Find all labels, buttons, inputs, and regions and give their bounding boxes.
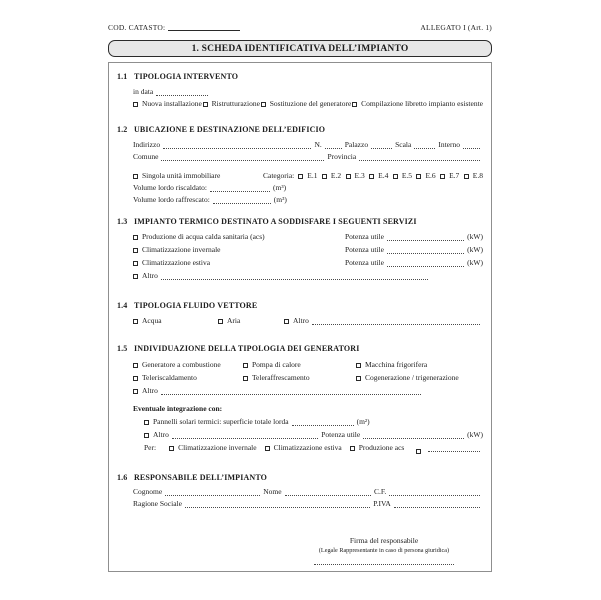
option-e8 <box>464 170 483 182</box>
checkbox-cogenerazione[interactable] <box>356 376 361 381</box>
categoria-options <box>298 170 483 182</box>
ragione-sociale-blank <box>185 507 370 508</box>
interno-blank <box>463 148 480 149</box>
option-e1 <box>298 170 317 182</box>
indirizzo-blank <box>163 148 311 149</box>
checkbox-nuova-installazione[interactable] <box>133 102 138 107</box>
option-cogenerazione <box>356 372 459 384</box>
option-per-invernale <box>169 442 257 454</box>
option-e5 <box>393 170 412 182</box>
option-per-estiva <box>265 442 342 454</box>
option-label: Altro <box>153 430 169 439</box>
checkbox-per-acs[interactable] <box>350 446 355 451</box>
option-per-acs <box>350 442 405 454</box>
section-title: INDIVIDUAZIONE DELLA TIPOLOGIA DEI GENERATORI <box>134 344 360 353</box>
checkbox-singola-unita[interactable] <box>133 174 138 179</box>
kw-unit-label: (kW) <box>467 430 483 439</box>
servizio-acs-row <box>133 231 483 243</box>
potenza-utile-label: Potenza utile <box>345 245 384 254</box>
interno-label: Interno <box>438 140 460 149</box>
option-label: Pannelli solari termici: superficie totale lorda <box>153 417 289 426</box>
option-generatore-combustione <box>133 359 243 371</box>
m3-unit-label: (m³) <box>273 195 287 204</box>
checkbox-pompa-calore[interactable] <box>243 363 248 368</box>
option-label: E.6 <box>425 171 436 180</box>
checkbox-acqua[interactable] <box>133 319 138 324</box>
indirizzo-label: Indirizzo <box>133 140 161 149</box>
section-number: 1.6 <box>117 473 128 482</box>
option-label: Sostituzione del generatore <box>269 99 352 108</box>
checkbox-compilazione-libretto[interactable] <box>352 102 357 107</box>
option-label: Altro <box>142 271 158 280</box>
checkbox-pannelli-solari[interactable] <box>144 420 149 425</box>
option-label: Climatizzazione invernale <box>178 443 257 452</box>
ragione-sociale-row <box>133 498 483 510</box>
checkbox-altro-fluido[interactable] <box>284 319 289 324</box>
checkbox-macchina-frigorifera[interactable] <box>356 363 361 368</box>
option-ristrutturazione <box>203 98 260 110</box>
altro-servizio-blank <box>161 279 428 280</box>
option-label: E.3 <box>354 171 365 180</box>
option-label: Climatizzazione estiva <box>273 443 342 452</box>
checkbox-produzione-acs[interactable] <box>133 235 138 240</box>
provincia-label: Provincia <box>327 152 357 161</box>
checkbox-generatore-combustione[interactable] <box>133 363 138 368</box>
kw-unit-label: (kW) <box>467 258 483 267</box>
servizio-altro-row <box>133 270 483 282</box>
section-number: 1.3 <box>117 217 128 226</box>
option-label: Teleraffrescamento <box>252 373 310 382</box>
checkbox-teleriscaldamento[interactable] <box>133 376 138 381</box>
option-label: Produzione di acqua calda sanitaria (acs) <box>142 232 265 241</box>
potenza-utile-label: Potenza utile <box>345 258 384 267</box>
ragione-sociale-label: Ragione Sociale <box>133 499 182 508</box>
cf-blank <box>389 495 480 496</box>
servizio-estiva-row <box>133 257 483 269</box>
option-singola-unita <box>133 170 263 182</box>
checkbox-per-invernale[interactable] <box>169 446 174 451</box>
piva-blank <box>394 507 480 508</box>
numero-label: N. <box>314 140 322 149</box>
per-row <box>144 442 483 454</box>
section-1-3-heading <box>117 216 483 228</box>
palazzo-label: Palazzo <box>344 140 369 149</box>
option-e2 <box>322 170 341 182</box>
nome-blank <box>285 495 371 496</box>
option-pompa-calore <box>243 359 356 371</box>
kw-unit-label: (kW) <box>467 245 483 254</box>
categoria-label: Categoria: <box>263 171 295 180</box>
option-label: Pompa di calore <box>252 360 301 369</box>
option-produzione-acs <box>133 231 345 243</box>
in-data-row <box>133 86 483 98</box>
option-compilazione-libretto <box>352 98 483 110</box>
section-1-5-heading <box>117 343 483 355</box>
section-title: TIPOLOGIA FLUIDO VETTORE <box>134 301 258 310</box>
altro-fluido-blank <box>312 324 480 325</box>
integrazione-heading <box>133 403 483 415</box>
checkbox-e7[interactable] <box>440 174 445 179</box>
pannelli-solari-row <box>144 416 483 428</box>
form-body <box>108 62 492 572</box>
option-altro-servizio <box>133 270 158 282</box>
altro-integrazione-blank <box>172 438 318 439</box>
nome-label: Nome <box>263 487 282 496</box>
option-climatizzazione-invernale <box>133 244 345 256</box>
checkbox-e3[interactable] <box>346 174 351 179</box>
section-number: 1.1 <box>117 72 128 81</box>
option-label: Macchina frigorifera <box>365 360 428 369</box>
scala-blank <box>414 148 435 149</box>
altro-generatore-blank <box>161 394 421 395</box>
section-title: UBICAZIONE E DESTINAZIONE DELL’EDIFICIO <box>134 125 326 134</box>
potenza-blank <box>387 240 464 241</box>
section-title: IMPIANTO TERMICO DESTINATO A SODDISFARE I SEGUENTI SERVIZI <box>134 217 417 226</box>
cognome-row <box>133 486 483 498</box>
form-title: 1. SCHEDA IDENTIFICATIVA DELL’IMPIANTO <box>191 43 409 54</box>
volume-riscaldato-row <box>133 182 483 194</box>
integrazione-altro-row <box>144 429 483 441</box>
checkbox-climatizzazione-invernale[interactable] <box>133 248 138 253</box>
potenza-utile-label: Potenza utile <box>345 232 384 241</box>
generatori-row-1 <box>133 359 483 371</box>
generatori-altro-row <box>133 385 483 397</box>
m2-unit-label: (m²) <box>356 417 370 426</box>
comune-row <box>133 151 483 163</box>
signature-block <box>289 536 479 565</box>
numero-blank <box>325 148 342 149</box>
option-altro-fluido <box>284 315 309 327</box>
option-label: Cogenerazione / trigenerazione <box>365 373 459 382</box>
option-nuova-installazione <box>133 98 202 110</box>
option-label: Altro <box>142 386 158 395</box>
in-data-blank <box>156 95 208 96</box>
form-title-box <box>108 40 492 57</box>
volume-riscaldato-label: Volume lordo riscaldato: <box>133 183 208 192</box>
volume-raffrescato-row <box>133 194 483 206</box>
per-label: Per: <box>144 443 157 452</box>
checkbox-per-altro[interactable] <box>416 449 421 454</box>
checkbox-e8[interactable] <box>464 174 469 179</box>
section-1-4-heading <box>117 300 483 312</box>
checkbox-teleraffrescamento[interactable] <box>243 376 248 381</box>
palazzo-blank <box>371 148 392 149</box>
section-title: RESPONSABILE DELL’IMPIANTO <box>134 473 268 482</box>
checkbox-e2[interactable] <box>322 174 327 179</box>
section-number: 1.2 <box>117 125 128 134</box>
option-climatizzazione-estiva <box>133 257 345 269</box>
option-altro-integrazione <box>144 429 169 441</box>
potenza-utile-label: Potenza utile <box>321 430 361 439</box>
indirizzo-row <box>133 139 483 151</box>
option-label: Produzione acs <box>358 443 405 452</box>
categoria-row <box>133 170 483 182</box>
option-label: Singola unità immobiliare <box>142 171 221 180</box>
section-1-1-heading <box>117 71 483 83</box>
checkbox-e5[interactable] <box>393 174 398 179</box>
option-sostituzione-generatore <box>261 98 352 110</box>
allegato-label: ALLEGATO I (Art. 1) <box>420 23 492 32</box>
intervento-options-row <box>133 98 483 110</box>
option-label: Altro <box>293 316 309 325</box>
option-label: Generatore a combustione <box>142 360 221 369</box>
servizio-invernale-row <box>133 244 483 256</box>
volume-raffrescato-label: Volume lordo raffrescato: <box>133 195 210 204</box>
option-altro-generatore <box>133 385 158 397</box>
section-1-2-heading <box>117 124 483 136</box>
option-label: E.7 <box>449 171 460 180</box>
option-acqua <box>133 315 218 327</box>
checkbox-sostituzione-generatore[interactable] <box>261 102 266 107</box>
volume-riscaldato-blank <box>210 191 270 192</box>
checkbox-climatizzazione-estiva[interactable] <box>133 261 138 266</box>
potenza-blank <box>387 253 464 254</box>
cod-catasto-blank <box>168 24 240 31</box>
option-label: E.5 <box>401 171 413 180</box>
signature-subtitle: (Legale Rappresentante in caso di persona giuridica) <box>318 547 450 554</box>
signature-title: Firma del responsabile <box>349 536 419 545</box>
cod-catasto-field <box>108 23 240 32</box>
option-label: Nuova installazione <box>142 99 202 108</box>
integrazione-title: Eventuale integrazione con: <box>133 404 223 413</box>
option-pannelli-solari <box>144 416 289 428</box>
comune-blank <box>161 160 324 161</box>
option-e4 <box>369 170 388 182</box>
cod-catasto-label: COD. CATASTO: <box>108 23 166 32</box>
section-number: 1.4 <box>117 301 128 310</box>
piva-label: P.IVA <box>373 499 391 508</box>
option-label: E.2 <box>330 171 342 180</box>
potenza-integrazione-blank <box>363 438 464 439</box>
option-label: Aria <box>227 316 241 325</box>
m3-unit-label: (m³) <box>273 183 287 192</box>
section-title: TIPOLOGIA INTERVENTO <box>134 72 239 81</box>
cognome-blank <box>165 495 260 496</box>
option-label: Teleriscaldamento <box>142 373 197 382</box>
checkbox-e1[interactable] <box>298 174 303 179</box>
checkbox-altro-generatore[interactable] <box>133 389 138 394</box>
checkbox-per-estiva[interactable] <box>265 446 270 451</box>
cognome-label: Cognome <box>133 487 163 496</box>
generatori-row-2 <box>133 372 483 384</box>
signature-line <box>314 564 454 565</box>
checkbox-altro-servizio[interactable] <box>133 274 138 279</box>
option-label: Climatizzazione estiva <box>142 258 211 267</box>
page-header <box>108 23 492 32</box>
option-label: E.4 <box>378 171 389 180</box>
option-label: E.8 <box>472 171 483 180</box>
cf-label: C.F. <box>373 487 387 496</box>
checkbox-altro-integrazione[interactable] <box>144 433 149 438</box>
option-label: Climatizzazione invernale <box>142 245 221 254</box>
provincia-blank <box>359 160 480 161</box>
volume-raffrescato-blank <box>213 203 271 204</box>
option-label: Compilazione libretto impianto esistente <box>361 99 483 108</box>
checkbox-aria[interactable] <box>218 319 223 324</box>
checkbox-e4[interactable] <box>369 174 374 179</box>
checkbox-ristrutturazione[interactable] <box>203 102 208 107</box>
option-label: Acqua <box>142 316 162 325</box>
fluido-vettore-row <box>133 315 483 327</box>
scala-label: Scala <box>395 140 412 149</box>
option-label: E.1 <box>307 171 318 180</box>
option-teleraffrescamento <box>243 372 356 384</box>
section-number: 1.5 <box>117 344 128 353</box>
kw-unit-label: (kW) <box>467 232 483 241</box>
comune-label: Comune <box>133 152 159 161</box>
option-e7 <box>440 170 459 182</box>
in-data-label: in data <box>133 87 154 96</box>
option-macchina-frigorifera <box>356 359 427 371</box>
option-e3 <box>346 170 365 182</box>
option-teleriscaldamento <box>133 372 243 384</box>
superficie-blank <box>292 425 354 426</box>
option-e6 <box>416 170 435 182</box>
section-1-6-heading <box>117 472 483 484</box>
option-aria <box>218 315 284 327</box>
option-label: Ristrutturazione <box>211 99 260 108</box>
per-altro-blank <box>428 451 480 452</box>
checkbox-e6[interactable] <box>416 174 421 179</box>
potenza-blank <box>387 266 464 267</box>
